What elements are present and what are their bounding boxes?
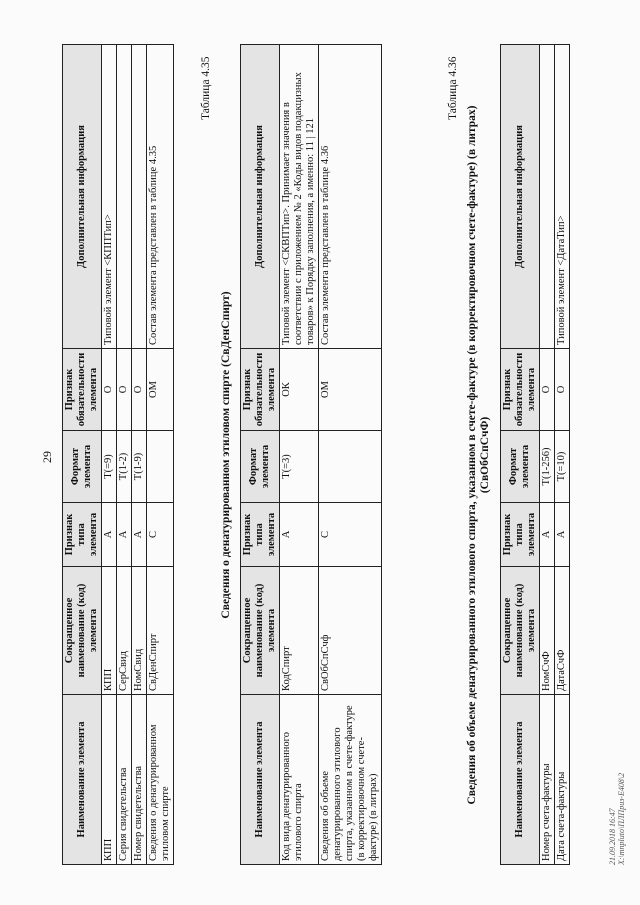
cell-format: T(1-256): [540, 431, 555, 503]
cell-info: [540, 45, 555, 349]
header-name: Наименование элемента: [63, 695, 102, 865]
footer-date: 21.09.2018 16:47: [608, 808, 617, 865]
table-row: [280, 45, 319, 865]
cell-mandatory: ОМ: [147, 349, 174, 431]
cell-name: Номер свидетельства: [132, 695, 147, 865]
table-caption: Таблица 4.36: [447, 56, 459, 120]
cell-mandatory: ОК: [280, 349, 319, 431]
footer-stamp: [608, 773, 626, 865]
cell-type: С: [319, 503, 382, 567]
cell-format: T(=10): [555, 431, 570, 503]
cell-mandatory: О: [102, 349, 117, 431]
cell-type: А: [117, 503, 132, 567]
cell-name: Дата счета-фактуры: [555, 695, 570, 865]
cell-format: T(1-9): [132, 431, 147, 503]
cell-type: А: [132, 503, 147, 567]
cell-info: Состав элемента представлен в таблице 4.35: [147, 45, 174, 349]
cell-info: [132, 45, 147, 349]
footer-path: Х:\mnpluto\ПЛПриз-Е408\2: [617, 772, 626, 865]
cell-type: А: [540, 503, 555, 567]
cell-mandatory: О: [540, 349, 555, 431]
table-header-row: [63, 45, 102, 865]
header-code: Сокращенное наименование (код) элемента: [63, 567, 102, 695]
cell-code: НомСвид: [132, 567, 147, 695]
cell-info: Типовой элемент <ДатаТип>: [555, 45, 570, 349]
cell-code: ДатаСчФ: [555, 567, 570, 695]
table-row: [102, 45, 117, 865]
cell-code: КПП: [102, 567, 117, 695]
cell-type: С: [147, 503, 174, 567]
cell-code: НомСчФ: [540, 567, 555, 695]
cell-info: Состав элемента представлен в таблице 4.36: [319, 45, 382, 349]
cell-name: КПП: [102, 695, 117, 865]
header-name: Наименование элемента: [501, 695, 540, 865]
table-header-row: [241, 45, 280, 865]
table-caption: Таблица 4.35: [200, 56, 212, 120]
cell-mandatory: О: [117, 349, 132, 431]
cell-code: КодСпирт: [280, 567, 319, 695]
cell-mandatory: О: [555, 349, 570, 431]
header-type: Признак типа элемента: [63, 503, 102, 567]
table-title: Сведения о денатурированном этиловом спирте (СвДенСпирт): [220, 291, 232, 619]
cell-format: T(1-2): [117, 431, 132, 503]
table-row: [147, 45, 174, 865]
header-mandatory: Признак обязательности элемента: [501, 349, 540, 431]
header-type: Признак типа элемента: [241, 503, 280, 567]
table-row: [132, 45, 147, 865]
cell-name: Код вида денатурированного этилового спирта: [280, 695, 319, 865]
header-name: Наименование элемента: [241, 695, 280, 865]
cell-mandatory: ОМ: [319, 349, 382, 431]
cell-name: Сведения об объеме денатурированного этилового спирта, указанном в счете-фактуре (в корректировочном счете-фактуре) (в литрах): [319, 695, 382, 865]
header-mandatory: Признак обязательности элемента: [63, 349, 102, 431]
header-format: Формат элемента: [501, 431, 540, 503]
header-format: Формат элемента: [241, 431, 280, 503]
cell-info: [117, 45, 132, 349]
header-code: Сокращенное наименование (код) элемента: [241, 567, 280, 695]
table-header-row: [501, 45, 540, 865]
header-code: Сокращенное наименование (код) элемента: [501, 567, 540, 695]
header-info: Дополнительная информация: [63, 45, 102, 349]
cell-code: СерСвид: [117, 567, 132, 695]
cell-format: [319, 431, 382, 503]
page-number: 29: [40, 451, 54, 463]
header-format: Формат элемента: [63, 431, 102, 503]
table-4-35: [240, 44, 382, 865]
cell-info: Типовой элемент <КППТип>: [102, 45, 117, 349]
cell-code: СвОбСпСчф: [319, 567, 382, 695]
cell-format: T(=9): [102, 431, 117, 503]
cell-type: А: [555, 503, 570, 567]
table-row: [117, 45, 132, 865]
header-info: Дополнительная информация: [241, 45, 280, 349]
table-row: [319, 45, 382, 865]
cell-type: А: [102, 503, 117, 567]
cell-format: [147, 431, 174, 503]
table-row: [540, 45, 555, 865]
table-title: Сведения об объеме денатурированного этилового спирта, указанном в счете-фактуре (в корректировочном счете-фактуре) (в литрах) (СвОбСпСчФ): [466, 105, 491, 805]
cell-name: Серия свидетельства: [117, 695, 132, 865]
cell-info: Типовой элемент <СКВПТип>. Принимает значения в соответствии с приложением № 2 «Коды видов подакцизных товаров» к Порядку заполнения, а именно: 11 | 121: [280, 45, 319, 349]
table-4-36: [500, 44, 570, 865]
cell-name: Сведения о денатурированном этиловом спирте: [147, 695, 174, 865]
cell-mandatory: О: [132, 349, 147, 431]
cell-format: T(=3): [280, 431, 319, 503]
header-type: Признак типа элемента: [501, 503, 540, 567]
table-continuation: [62, 44, 174, 865]
cell-code: СвДенСпирт: [147, 567, 174, 695]
cell-type: А: [280, 503, 319, 567]
header-info: Дополнительная информация: [501, 45, 540, 349]
header-mandatory: Признак обязательности элемента: [241, 349, 280, 431]
table-row: [555, 45, 570, 865]
cell-name: Номер счета-фактуры: [540, 695, 555, 865]
